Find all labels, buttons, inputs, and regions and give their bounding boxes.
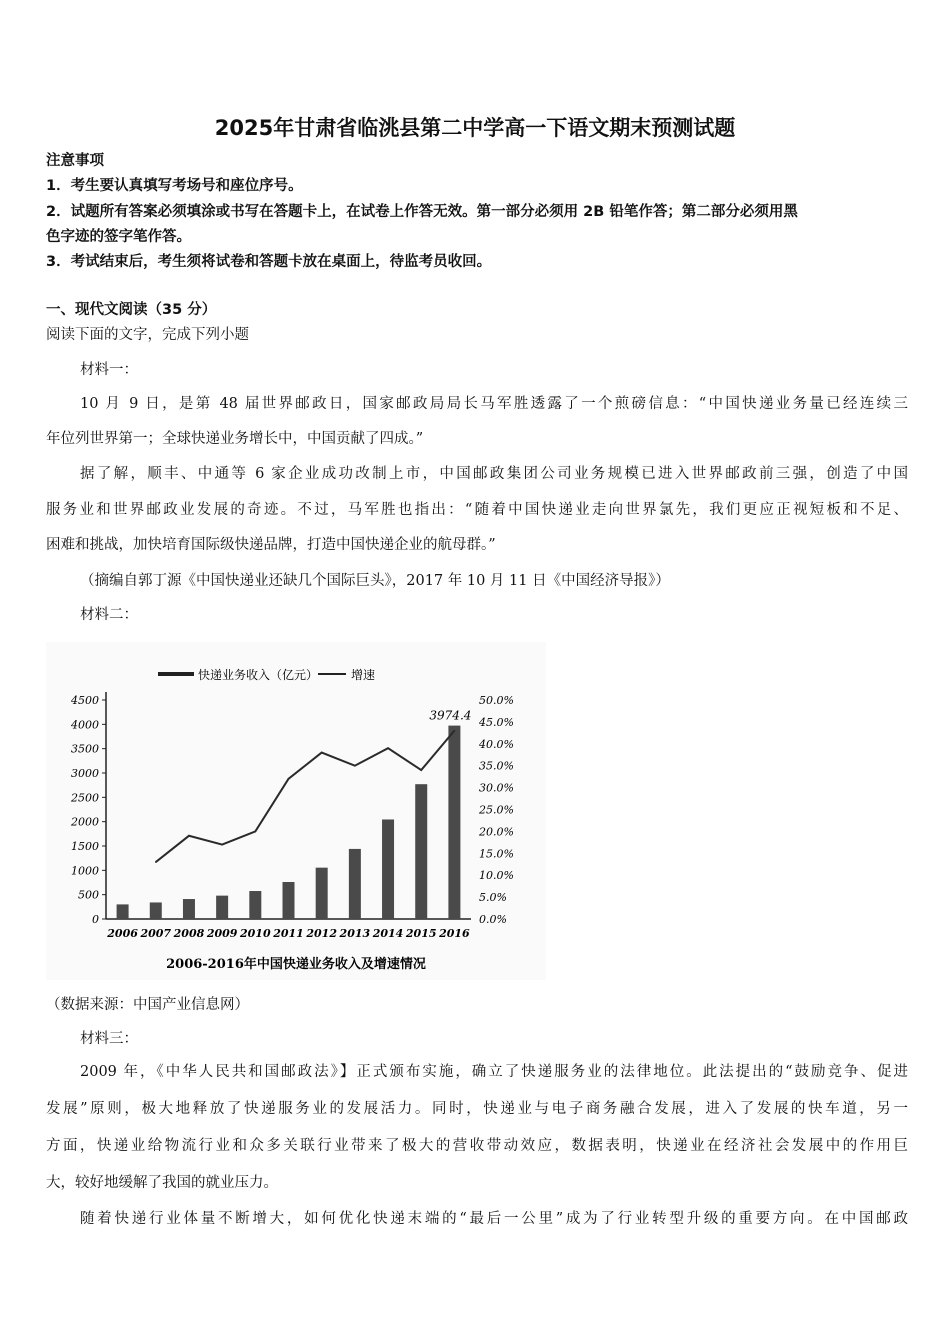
y-tick-label: 3500 — [71, 742, 99, 756]
x-tick-label: 2010 — [240, 927, 271, 940]
growth-point — [387, 747, 389, 749]
x-tick-label: 2011 — [273, 927, 304, 940]
x-tick-label: 2006 — [107, 927, 138, 940]
y-tick-label: 1000 — [71, 864, 99, 878]
x-tick-label: 2007 — [140, 927, 172, 940]
revenue-bar — [415, 784, 427, 919]
x-tick-label: 2015 — [405, 927, 437, 940]
legend-bar-label: 快递业务收入（亿元） — [198, 668, 319, 682]
notice-item-2: 2．试题所有答案必须填涂或书写在答题卡上，在试卷上作答无效。第一部分必须用 2B 铅笔作答；第二部分必须用黑 — [46, 204, 798, 220]
notice-item-2-cont: 色字迹的签字笔作答。 — [46, 229, 191, 245]
revenue-bar — [150, 902, 162, 919]
y2-tick-label: 45.0% — [479, 715, 514, 729]
y-tick-label: 500 — [78, 888, 99, 902]
y-tick-labels — [70, 694, 99, 926]
material-3-label: 材料三： — [80, 1031, 138, 1047]
y2-tick-label: 50.0% — [479, 694, 514, 707]
growth-point — [255, 831, 257, 833]
y-tick-label: 4000 — [71, 718, 99, 732]
material-1-para-1: 10 月 9 日，是第 48 届世界邮政日，国家邮政局局长马军胜透露了一个煎磅信息：“中国快递业务量已经连续三 — [80, 396, 908, 412]
notice-item-3: 3．考试结束后，考生须将试卷和答题卡放在桌面上，待监考员收回。 — [46, 254, 492, 270]
y-tick-label: 3000 — [71, 767, 99, 780]
revenue-bar — [183, 899, 195, 919]
material-1-para-1-cont: 年位列世界第一；全球快递业务增长中，中国贡献了四成。” — [46, 431, 424, 447]
material-3-para-1-cont2: 方面，快递业给物流行业和众多关联行业带来了极大的营收带动效应，数据表明，快递业在经济社会发展中的作用巨 — [46, 1138, 908, 1154]
y2-tick-label: 10.0% — [479, 869, 514, 883]
material-3-para-1: 2009 年，《中华人民共和国邮政法》】正式颁布实施，确立了快递服务业的法律地位。此法提出的“鼓励竞争、促进 — [80, 1064, 908, 1080]
peak-annotation: 3974.4 — [429, 708, 472, 723]
x-tick-label: 2013 — [339, 927, 371, 940]
x-tick-labels — [106, 927, 470, 940]
revenue-bar — [316, 868, 328, 919]
growth-line — [155, 730, 455, 863]
revenue-bar — [249, 891, 261, 919]
chart-svg — [46, 642, 546, 980]
chart-title: 2006-2016年中国快递业务收入及增速情况 — [166, 957, 426, 972]
revenue-bar — [283, 882, 295, 919]
material-3-para-1-end: 大，较好地缓解了我国的就业压力。 — [46, 1175, 278, 1191]
revenue-bar — [448, 726, 460, 919]
chart-bars — [117, 726, 461, 919]
y2-tick-label: 35.0% — [479, 759, 514, 773]
revenue-chart — [46, 642, 546, 980]
revenue-bar — [216, 896, 228, 919]
material-1-label: 材料一： — [80, 362, 138, 378]
material-3-para-1-cont: 发展”原则，极大地释放了快递服务业的发展活力。同时，快递业与电子商务融合发展，进入了发展的快车道，另一 — [46, 1101, 908, 1117]
material-1-source: （摘编自郭丁源《中国快递业还缺几个国际巨头》，2017 年 10 月 11 日《中国经济导报》） — [80, 573, 670, 589]
material-1-para-2: 据了解，顺丰、中通等 6 家企业成功改制上市，中国邮政集团公司业务规模已进入世界邮政前三强，创造了中国 — [80, 466, 908, 482]
y2-tick-label: 30.0% — [479, 781, 514, 795]
y-tick-label: 2500 — [71, 791, 99, 805]
revenue-bar — [117, 904, 129, 919]
growth-point — [454, 730, 456, 732]
x-tick-label: 2016 — [439, 927, 470, 940]
material-1-para-2-end: 困难和挑战，加快培育国际级快递品牌，打造中国快递企业的航母群。” — [46, 537, 496, 553]
reading-instruction: 阅读下面的文字，完成下列小题 — [46, 327, 249, 343]
y2-tick-labels — [478, 694, 514, 926]
page-title: 2025年甘肃省临洮县第二中学高一下语文期末预测试题 — [214, 116, 736, 140]
notice-item-1: 1．考生要认真填写考场号和座位序号。 — [46, 178, 303, 194]
x-tick-label: 2008 — [173, 927, 205, 940]
y2-tick-label: 20.0% — [479, 825, 514, 839]
y-tick-label: 1500 — [71, 840, 99, 853]
y-tick-label: 0 — [92, 913, 99, 926]
growth-line-path — [156, 731, 455, 862]
growth-point — [288, 778, 290, 780]
y2-tick-label: 15.0% — [479, 847, 514, 861]
growth-point — [188, 835, 190, 837]
x-tick-label: 2014 — [372, 927, 404, 940]
revenue-bar — [349, 849, 361, 919]
growth-point — [354, 765, 356, 767]
y2-tick-label: 40.0% — [479, 737, 514, 751]
growth-point — [221, 844, 223, 846]
x-tick-label: 2012 — [306, 927, 337, 940]
notice-heading: 注意事项 — [46, 153, 104, 169]
y-tick-label: 4500 — [71, 694, 99, 707]
material-2-label: 材料二： — [80, 607, 138, 623]
section-heading: 一、现代文阅读（35 分） — [46, 302, 217, 318]
revenue-bar — [382, 819, 394, 919]
legend-line-label: 增速 — [351, 668, 376, 682]
y2-tick-label: 5.0% — [479, 891, 507, 905]
y2-tick-label: 25.0% — [479, 803, 514, 817]
growth-point — [321, 752, 323, 754]
material-3-para-2: 随着快递行业体量不断增大，如何优化快递末端的“最后一公里”成为了行业转型升级的重要方向。在中国邮政 — [80, 1211, 908, 1227]
chart-data-source: （数据来源：中国产业信息网） — [46, 997, 249, 1013]
x-tick-label: 2009 — [206, 927, 238, 940]
y-tick-label: 2000 — [71, 815, 99, 829]
growth-point — [420, 769, 422, 771]
material-1-para-2-cont: 服务业和世界邮政业发展的奇迹。不过，马军胜也指出：“随着中国快递业走向世界氯先，我们更应正视短板和不足、 — [46, 502, 908, 518]
growth-point — [155, 861, 157, 863]
y2-tick-label: 0.0% — [479, 913, 507, 926]
